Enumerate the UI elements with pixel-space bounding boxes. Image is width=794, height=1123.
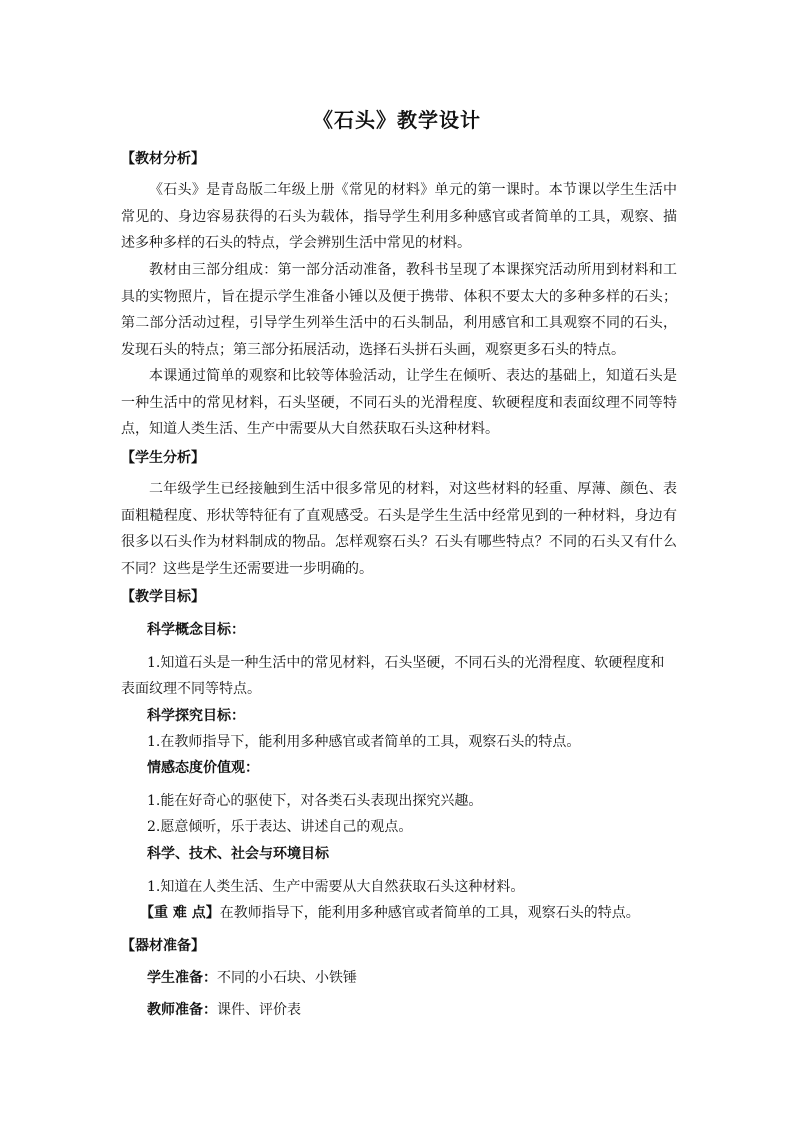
stse-goal-item-1: 1.知道在人类生活、生产中需要从大自然获取石头这种材料。	[147, 879, 525, 895]
concept-goal-item-1-text: 1.知道石头是一种生活中的常见材料，石头坚硬，不同石头的光滑程度、软硬程度和表面纹理不同等特点。	[121, 655, 665, 697]
material-paragraph-2: 教材由三部分组成：第一部分活动准备，教科书呈现了本课探究活动所用到材料和工具的实物照片，旨在提示学生准备小锤以及便于携带、体积不要太大的多种多样的石头；第二部分活动过程，引导学生列举生活中的石头制品，利用感官和工具观察不同的石头，发现石头的特点；第三部分拓展活动，选择石头拼石头画，观察更多石头的特点。	[121, 262, 677, 358]
teacher-equipment-label: 教师准备：	[147, 1002, 217, 1018]
teacher-equipment-text: 课件、评价表	[217, 1002, 301, 1018]
material-paragraph-1: 《石头》是青岛版二年级上册《常见的材料》单元的第一课时。本节课以学生生活中常见的、身边容易获得的石头为载体，指导学生利用多种感官或者简单的工具，观察、描述多种多样的石头的特点，学会辨别生活中常见的材料。	[121, 182, 677, 251]
student-equipment-label: 学生准备：	[147, 970, 217, 986]
section-heading-student: 【学生分析】	[121, 450, 205, 466]
inquiry-goal-item-1: 1.在教师指导下，能利用多种感官或者简单的工具，观察石头的特点。	[147, 734, 581, 750]
attitude-goal-item-1: 1.能在好奇心的驱使下，对各类石头表现出探究兴趣。	[147, 793, 483, 809]
key-points-text: 在教师指导下，能利用多种感官或者简单的工具，观察石头的特点。	[219, 905, 640, 921]
student-paragraph-1: 二年级学生已经接触到生活中很多常见的材料，对这些材料的轻重、厚薄、颜色、表面粗糙程度、形状等特征有了直观感受。石头是学生生活中经常见到的一种材料，身边有很多以石头作为材料制成的物品。怎样观察石头？石头有哪些特点？不同的石头又有什么不同？这些是学生还需要进一步明确的。	[121, 481, 677, 577]
key-points-label: 【重 难 点】	[140, 905, 220, 921]
material-paragraph-3: 本课通过简单的观察和比较等体验活动，让学生在倾听、表达的基础上，知道石头是一种生活中的常见材料，石头坚硬，不同石头的光滑程度、软硬程度和表面纹理不同等特点，知道人类生活、生产中需要从大自然获取石头这种材料。	[121, 368, 677, 437]
concept-goal-item-1	[121, 650, 677, 702]
section-heading-equipment: 【器材准备】	[121, 938, 205, 954]
stse-goal-label: 科学、技术、社会与环境目标	[147, 846, 329, 862]
section-heading-material: 【教材分析】	[121, 151, 205, 167]
student-equipment	[147, 967, 677, 989]
concept-goal-label: 科学概念目标：	[147, 622, 245, 638]
key-points	[140, 902, 680, 924]
section-heading-goals: 【教学目标】	[121, 589, 205, 605]
inquiry-goal-label: 科学探究目标：	[147, 708, 245, 724]
attitude-goal-label: 情感态度价值观：	[147, 760, 259, 776]
teacher-equipment	[147, 999, 677, 1021]
page-title: 《石头》教学设计	[313, 108, 481, 132]
attitude-goal-item-2: 2.愿意倾听，乐于表达、讲述自己的观点。	[147, 819, 413, 835]
student-equipment-text: 不同的小石块、小铁锤	[217, 970, 357, 986]
